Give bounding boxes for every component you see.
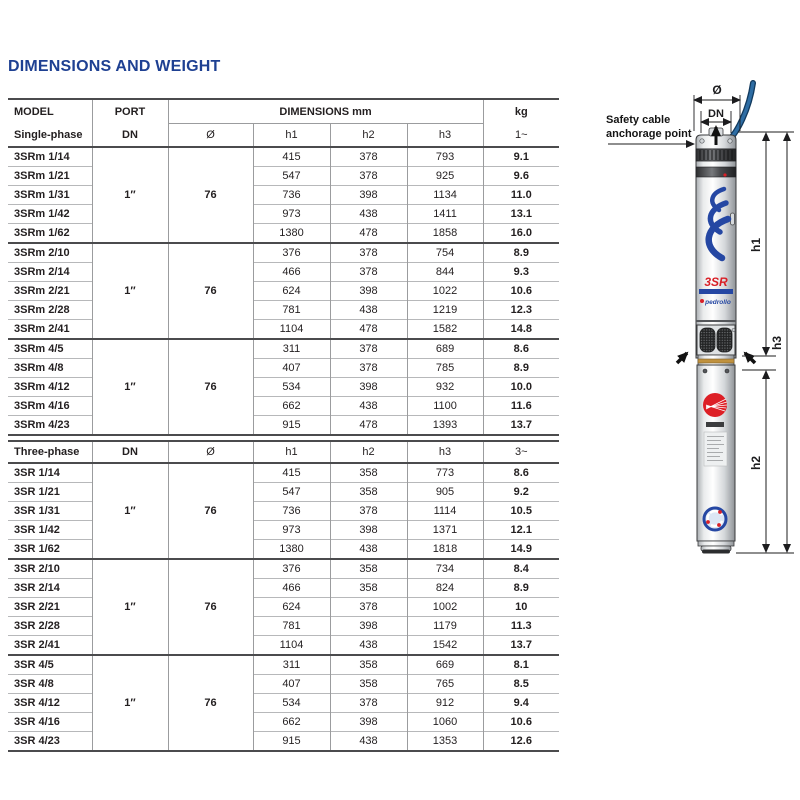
cell-h1: 547 <box>253 483 330 502</box>
cell-kg: 14.8 <box>483 320 559 340</box>
cell-h2: 438 <box>330 636 407 656</box>
table-row <box>8 713 559 732</box>
cell-diameter: 76 <box>168 463 253 559</box>
table-row <box>8 579 559 598</box>
cell-h2: 378 <box>330 167 407 186</box>
cell-model: 3SRm 2/41 <box>8 320 92 340</box>
dimensions-table-three-phase <box>8 440 559 752</box>
cell-h3: 754 <box>407 243 483 263</box>
cell-h1: 973 <box>253 205 330 224</box>
cell-kg: 12.6 <box>483 732 559 752</box>
dimensions-table-single-phase <box>8 98 559 436</box>
cell-h2: 398 <box>330 521 407 540</box>
cell-h1: 781 <box>253 301 330 320</box>
cell-h1: 407 <box>253 359 330 378</box>
cell-h1: 466 <box>253 579 330 598</box>
cell-model: 3SR 4/16 <box>8 713 92 732</box>
cell-h1: 915 <box>253 416 330 436</box>
cell-model: 3SR 4/23 <box>8 732 92 752</box>
suction-arrow-icon <box>677 353 687 363</box>
cell-model: 3SRm 1/62 <box>8 224 92 244</box>
motor-label <box>706 422 724 427</box>
cell-h3: 1100 <box>407 397 483 416</box>
flange-bolt <box>703 369 707 373</box>
cell-model: 3SR 2/41 <box>8 636 92 656</box>
cell-kg: 9.1 <box>483 147 559 167</box>
table-row <box>8 463 559 483</box>
table-row <box>8 416 559 436</box>
cell-model: 3SRm 1/21 <box>8 167 92 186</box>
cell-h3: 1114 <box>407 502 483 521</box>
cell-h3: 1582 <box>407 320 483 340</box>
table-row <box>8 378 559 397</box>
cell-model: 3SRm 2/21 <box>8 282 92 301</box>
cell-h1: 1104 <box>253 636 330 656</box>
col-header-port: PORT <box>92 99 168 124</box>
cell-kg: 8.9 <box>483 359 559 378</box>
cell-h1: 376 <box>253 559 330 579</box>
cell-h2: 438 <box>330 205 407 224</box>
bottom-cap <box>698 541 734 546</box>
cell-h3: 844 <box>407 263 483 282</box>
table-header <box>8 441 559 463</box>
cell-model: 3SRm 2/14 <box>8 263 92 282</box>
cell-kg: 8.6 <box>483 339 559 359</box>
cell-port: 1″ <box>92 655 168 751</box>
cell-model: 3SRm 1/42 <box>8 205 92 224</box>
cell-h2: 378 <box>330 694 407 713</box>
sub-header-diameter: Ø <box>168 124 253 148</box>
cell-h3: 793 <box>407 147 483 167</box>
cell-h2: 358 <box>330 463 407 483</box>
cell-h3: 932 <box>407 378 483 397</box>
cell-h1: 1380 <box>253 540 330 560</box>
cell-model: 3SRm 2/10 <box>14 247 70 259</box>
cell-diameter: 76 <box>168 559 253 655</box>
table-row <box>8 521 559 540</box>
cell-h2: 358 <box>330 655 407 675</box>
cell-model: 3SRm 4/8 <box>8 359 92 378</box>
cell-model: 3SRm 4/5 <box>14 343 64 355</box>
cell-model: 3SR 2/10 <box>14 563 60 575</box>
strainer-mesh <box>717 328 732 352</box>
cell-h1: 311 <box>253 655 330 675</box>
sub-header-diameter: Ø <box>168 441 253 463</box>
table-row <box>8 483 559 502</box>
cell-h1: 736 <box>253 502 330 521</box>
safety-cable-label: anchorage point <box>606 128 692 140</box>
sub-header-h1: h1 <box>253 124 330 148</box>
cell-kg: 12.1 <box>483 521 559 540</box>
cell-model: 3SRm 4/12 <box>8 378 92 397</box>
table-group <box>8 147 559 243</box>
table-row <box>8 559 559 579</box>
cell-port: 1″ <box>92 339 168 435</box>
cell-h1: 662 <box>253 397 330 416</box>
cell-model: 3SR 1/42 <box>8 521 92 540</box>
motor-nameplate <box>704 432 727 466</box>
brand-mark <box>700 299 704 303</box>
cell-kg: 13.7 <box>483 416 559 436</box>
cell-h1: 415 <box>253 147 330 167</box>
cell-kg: 11.0 <box>483 186 559 205</box>
cell-h2: 398 <box>330 713 407 732</box>
sub-header-dn: DN <box>92 441 168 463</box>
cell-model: 3SRm 2/28 <box>8 301 92 320</box>
cell-h3: 1542 <box>407 636 483 656</box>
table-row <box>8 186 559 205</box>
dim-label-diameter: Ø <box>712 83 722 97</box>
table-row <box>8 224 559 244</box>
cell-h3: 1060 <box>407 713 483 732</box>
table-row <box>8 502 559 521</box>
table-row <box>8 397 559 416</box>
cell-h3: 669 <box>407 655 483 675</box>
table-row <box>8 617 559 636</box>
cell-kg: 8.9 <box>483 579 559 598</box>
cell-h1: 534 <box>253 378 330 397</box>
cell-h2: 478 <box>330 416 407 436</box>
cell-h3: 1179 <box>407 617 483 636</box>
cell-h3: 1411 <box>407 205 483 224</box>
logo-red-dot <box>723 173 726 176</box>
cell-h2: 478 <box>330 320 407 340</box>
col-header-dimensions: DIMENSIONS mm <box>168 99 483 124</box>
cell-h2: 378 <box>330 502 407 521</box>
table-group <box>8 243 559 339</box>
cell-h2: 378 <box>330 243 407 263</box>
cell-h1: 624 <box>253 282 330 301</box>
cell-model: 3SRm 1/31 <box>8 186 92 205</box>
cell-kg: 10 <box>483 598 559 617</box>
cell-h3: 824 <box>407 579 483 598</box>
cell-h1: 781 <box>253 617 330 636</box>
table-row <box>8 263 559 282</box>
cell-kg: 16.0 <box>483 224 559 244</box>
cell-model: 3SRm 4/16 <box>8 397 92 416</box>
cell-h3: 689 <box>407 339 483 359</box>
table-header <box>8 99 559 147</box>
brass-ring <box>698 359 734 363</box>
cell-h3: 1858 <box>407 224 483 244</box>
table-row <box>8 598 559 617</box>
cell-model: 3SR 4/12 <box>8 694 92 713</box>
cell-h2: 438 <box>330 397 407 416</box>
cell-model: 3SR 2/14 <box>8 579 92 598</box>
cell-h2: 398 <box>330 617 407 636</box>
table-group <box>8 559 559 655</box>
upper-dark-band <box>696 167 736 177</box>
table-group <box>8 463 559 559</box>
cell-h3: 1393 <box>407 416 483 436</box>
table-row <box>8 359 559 378</box>
cell-kg: 8.9 <box>483 243 559 263</box>
table-row <box>8 636 559 656</box>
cell-h3: 1353 <box>407 732 483 752</box>
cell-h2: 378 <box>330 147 407 167</box>
cell-kg: 14.9 <box>483 540 559 560</box>
safety-cable-label: Safety cable <box>606 114 671 126</box>
table-row <box>8 675 559 694</box>
cell-h2: 398 <box>330 282 407 301</box>
table-row <box>8 282 559 301</box>
cell-h1: 407 <box>253 675 330 694</box>
cell-kg: 13.7 <box>483 636 559 656</box>
cell-h1: 624 <box>253 598 330 617</box>
cell-port: 1″ <box>92 463 168 559</box>
sub-header-single-phase: Single-phase <box>14 128 83 141</box>
cell-h2: 398 <box>330 378 407 397</box>
cell-kg: 11.3 <box>483 617 559 636</box>
col-header-model: MODEL <box>14 105 54 118</box>
cell-h2: 378 <box>330 359 407 378</box>
sub-header-kg-three: 3~ <box>483 441 559 463</box>
cell-model: 3SR 2/28 <box>8 617 92 636</box>
cell-h1: 547 <box>253 167 330 186</box>
cell-h3: 765 <box>407 675 483 694</box>
cell-port: 1″ <box>92 147 168 243</box>
cell-kg: 9.3 <box>483 263 559 282</box>
table-row <box>8 301 559 320</box>
cell-h1: 736 <box>253 186 330 205</box>
cell-diameter: 76 <box>168 243 253 339</box>
dim-label-h1: h1 <box>749 237 763 253</box>
cell-model: 3SR 1/21 <box>8 483 92 502</box>
cap-bolt <box>700 139 704 143</box>
cell-h3: 785 <box>407 359 483 378</box>
cell-diameter: 76 <box>168 655 253 751</box>
cell-port: 1″ <box>92 243 168 339</box>
cell-kg: 8.1 <box>483 655 559 675</box>
motor-emblem <box>704 508 726 530</box>
strainer-bolt <box>732 329 735 332</box>
cell-h3: 905 <box>407 483 483 502</box>
table-row <box>8 694 559 713</box>
cell-diameter: 76 <box>168 147 253 243</box>
cell-h2: 358 <box>330 579 407 598</box>
table-row <box>8 167 559 186</box>
cell-kg: 13.1 <box>483 205 559 224</box>
cell-h1: 915 <box>253 732 330 752</box>
cell-h3: 1219 <box>407 301 483 320</box>
cell-h3: 734 <box>407 559 483 579</box>
suction-arrow-icon <box>745 353 755 363</box>
table-group <box>8 339 559 435</box>
cell-h2: 358 <box>330 675 407 694</box>
cell-h1: 415 <box>253 463 330 483</box>
cell-kg: 10.6 <box>483 282 559 301</box>
brand-band <box>699 289 733 294</box>
table-row <box>8 147 559 167</box>
cell-h3: 925 <box>407 167 483 186</box>
cell-h2: 358 <box>330 559 407 579</box>
cell-kg: 9.6 <box>483 167 559 186</box>
cell-kg: 8.5 <box>483 675 559 694</box>
brand-logo: pedrollo <box>705 299 731 306</box>
sub-header-h3: h3 <box>407 124 483 148</box>
cell-kg: 8.6 <box>483 463 559 483</box>
table-row <box>8 732 559 752</box>
sub-header-h3: h3 <box>407 441 483 463</box>
cell-model: 3SRm 4/23 <box>8 416 92 436</box>
cell-port: 1″ <box>92 559 168 655</box>
dim-label-h3: h3 <box>770 335 784 351</box>
page-title: DIMENSIONS AND WEIGHT <box>8 58 221 75</box>
bottom-cap-foot <box>702 550 730 554</box>
cell-h2: 378 <box>330 263 407 282</box>
cell-h3: 1134 <box>407 186 483 205</box>
table-row <box>8 339 559 359</box>
cell-model: 3SR 2/21 <box>8 598 92 617</box>
cell-kg: 8.4 <box>483 559 559 579</box>
strainer-line <box>696 320 736 322</box>
sub-header-kg-single: 1~ <box>483 124 559 148</box>
cell-kg: 10.5 <box>483 502 559 521</box>
sub-header-dn: DN <box>92 124 168 148</box>
cell-h3: 1371 <box>407 521 483 540</box>
cell-model: 3SR 1/62 <box>8 540 92 560</box>
cell-h1: 466 <box>253 263 330 282</box>
cell-h3: 773 <box>407 463 483 483</box>
cell-kg: 9.4 <box>483 694 559 713</box>
cell-h2: 378 <box>330 339 407 359</box>
sub-header-h2: h2 <box>330 441 407 463</box>
cell-h1: 1104 <box>253 320 330 340</box>
cell-model: 3SRm 1/14 <box>14 151 70 163</box>
table-row <box>8 320 559 340</box>
cell-h3: 1002 <box>407 598 483 617</box>
cap-bolt <box>728 139 732 143</box>
cell-h1: 534 <box>253 694 330 713</box>
cell-h2: 358 <box>330 483 407 502</box>
motor-brand-logo <box>703 393 727 417</box>
table-row <box>8 205 559 224</box>
cell-kg: 11.6 <box>483 397 559 416</box>
cell-kg: 10.0 <box>483 378 559 397</box>
cell-kg: 12.3 <box>483 301 559 320</box>
pump-technical-drawing <box>578 53 800 573</box>
cell-h3: 912 <box>407 694 483 713</box>
cell-h1: 1380 <box>253 224 330 244</box>
cell-model: 3SR 1/31 <box>8 502 92 521</box>
cell-h1: 662 <box>253 713 330 732</box>
cell-kg: 9.2 <box>483 483 559 502</box>
cell-diameter: 76 <box>168 339 253 435</box>
table-group <box>8 655 559 751</box>
dim-label-dn: DN <box>708 108 724 120</box>
cell-h2: 438 <box>330 732 407 752</box>
cell-model: 3SR 4/5 <box>14 659 54 671</box>
table-row <box>8 243 559 263</box>
flange-bolt <box>725 369 729 373</box>
cell-h2: 438 <box>330 540 407 560</box>
cell-h2: 378 <box>330 598 407 617</box>
col-header-kg: kg <box>483 99 559 124</box>
cell-h2: 398 <box>330 186 407 205</box>
cell-h2: 438 <box>330 301 407 320</box>
strainer-mesh <box>700 328 715 352</box>
cell-h1: 311 <box>253 339 330 359</box>
cell-h3: 1022 <box>407 282 483 301</box>
pump-model-logo: 3SR <box>704 275 728 289</box>
dim-label-h2: h2 <box>749 455 763 471</box>
cell-h1: 973 <box>253 521 330 540</box>
table-row <box>8 540 559 560</box>
sub-header-h2: h2 <box>330 124 407 148</box>
cell-kg: 10.6 <box>483 713 559 732</box>
cell-model: 3SR 4/8 <box>8 675 92 694</box>
table-row <box>8 655 559 675</box>
cell-model: 3SR 1/14 <box>14 467 60 479</box>
cell-h2: 478 <box>330 224 407 244</box>
cell-h3: 1818 <box>407 540 483 560</box>
sub-header-three-phase: Three-phase <box>14 446 80 458</box>
sub-header-h1: h1 <box>253 441 330 463</box>
cell-h1: 376 <box>253 243 330 263</box>
